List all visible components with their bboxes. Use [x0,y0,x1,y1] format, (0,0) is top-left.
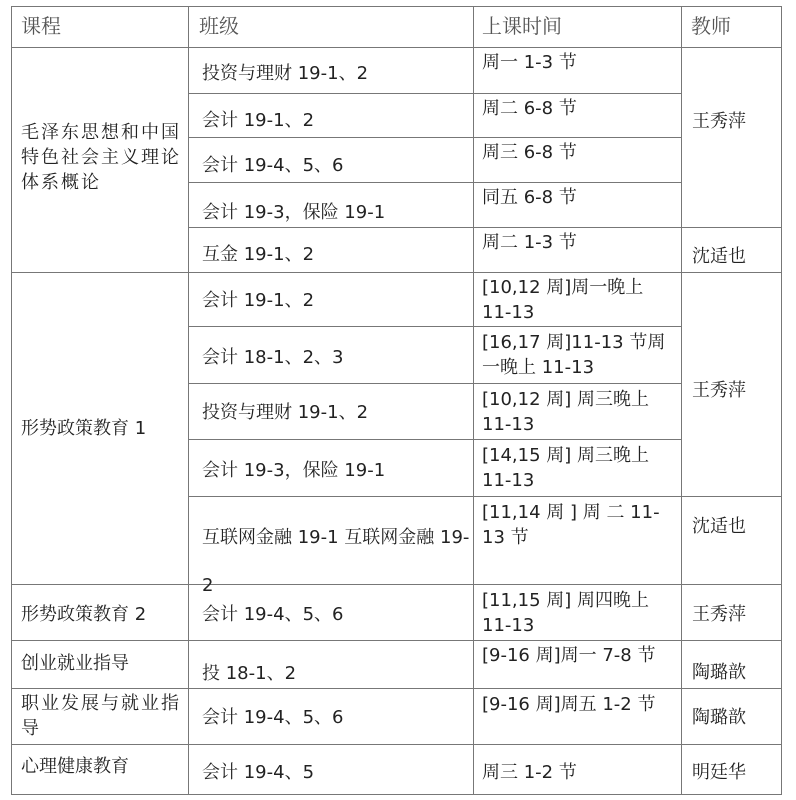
rule [188,439,681,440]
schedule-table [11,6,782,794]
header-teacher: 教师 [691,14,731,38]
class-cell: 会计 18-1、2、3 [202,347,344,368]
time-cell: [14,15 周] 周三晚上 11-13 [482,445,650,491]
class-cell: 会计 19-3，保险 19-1 [202,460,386,481]
rule [11,794,782,795]
time-cell: 周一 1-3 节 [482,52,577,73]
time-cell: [11,14 周 ] 周 二 11-13 节 [482,502,660,548]
teacher-cell: 王秀萍 [692,604,746,625]
teacher-cell: 陶璐歆 [692,662,746,683]
course-name: 职业发展与就业指导 [21,693,181,739]
time-cell: 周二 1-3 节 [482,232,577,253]
teacher-cell: 明廷华 [692,762,746,783]
class-cell: 投资与理财 19-1、2 [202,63,369,84]
time-cell: 周三 6-8 节 [482,142,577,163]
rule [11,744,782,745]
teacher-cell: 陶璐歆 [692,707,746,728]
class-cell: 互金 19-1、2 [202,244,315,265]
rule [188,137,681,138]
teacher-cell: 王秀萍 [692,380,746,401]
rule [11,6,782,7]
rule [188,383,681,384]
time-cell: [9-16 周]周五 1-2 节 [482,694,656,715]
time-cell: [9-16 周]周一 7-8 节 [482,645,656,666]
teacher-cell: 沈适也 [692,246,746,267]
class-cell: 会计 19-3，保险 19-1 [202,202,386,223]
time-cell: [16,17 周]11-13 节周一晚上 11-13 [482,332,666,378]
teacher-cell: 王秀萍 [692,111,746,132]
class-cell: 会计 19-4、5、6 [202,155,344,176]
header-course: 课程 [21,14,61,38]
course-name: 心理健康教育 [21,756,129,777]
rule [11,640,782,641]
rule [11,272,782,273]
class-cell: 互联网金融 19-1 互联网金融 19-2 [202,527,470,596]
rule [11,47,782,48]
class-cell: 会计 19-4、5、6 [202,707,344,728]
class-cell: 会计 19-4、5 [202,762,315,783]
class-cell: 会计 19-4、5、6 [202,604,344,625]
rule [11,688,782,689]
rule [188,182,681,183]
class-cell: 会计 19-1、2 [202,290,315,311]
class-cell: 投 18-1、2 [202,663,297,684]
rule [188,93,681,94]
course-name: 形势政策教育 1 [21,418,147,439]
header-time: 上课时间 [482,14,562,38]
time-cell: [10,12 周]周一晚上 11-13 [482,277,644,323]
time-cell: 周二 6-8 节 [482,98,577,119]
teacher-cell: 沈适也 [692,516,746,537]
course-name: 毛泽东思想和中国特色社会主义理论体系概论 [21,122,181,193]
rule [473,6,474,794]
time-cell: 同五 6-8 节 [482,187,577,208]
course-name: 创业就业指导 [21,653,129,674]
class-cell: 会计 19-1、2 [202,110,315,131]
rule [11,6,12,794]
rule [188,496,782,497]
rule [188,227,782,228]
rule [188,326,681,327]
header-class: 班级 [199,14,239,38]
rule [681,6,682,794]
class-cell: 投资与理财 19-1、2 [202,402,369,423]
course-name: 形势政策教育 2 [21,604,147,625]
rule [781,6,782,794]
time-cell: [11,15 周] 周四晚上 11-13 [482,590,650,636]
time-cell: [10,12 周] 周三晚上 11-13 [482,389,650,435]
time-cell: 周三 1-2 节 [482,762,577,783]
